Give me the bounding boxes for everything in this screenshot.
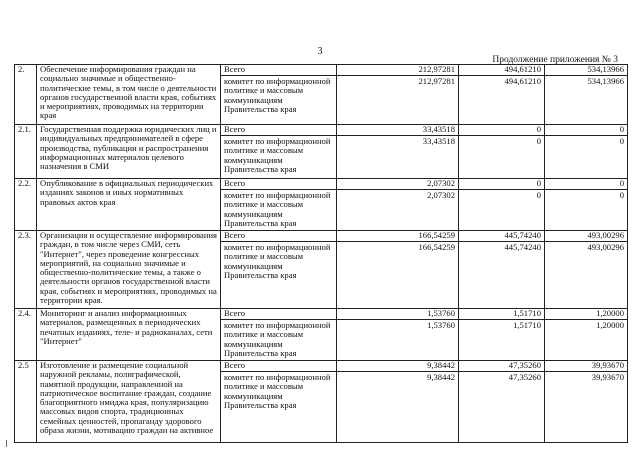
funding-source-cell bbox=[221, 125, 337, 179]
table-row bbox=[15, 125, 628, 179]
total-value: 534,13966 bbox=[545, 65, 627, 76]
agency-value: 212,97281 bbox=[418, 76, 455, 86]
source-total-label: Всего bbox=[221, 65, 336, 76]
row-number: 2.3. bbox=[15, 231, 37, 309]
agency-value: 494,61210 bbox=[504, 76, 541, 86]
agency-value: 33,43518 bbox=[422, 136, 455, 146]
source-total-label: Всего bbox=[221, 231, 336, 242]
table-row bbox=[15, 179, 628, 231]
value-year-2-cell bbox=[459, 125, 545, 179]
agency-value: 1,51710 bbox=[513, 320, 541, 330]
appendix-continuation-note: Продолжение приложения № 3 bbox=[492, 55, 618, 65]
agency-value: 445,74240 bbox=[504, 242, 541, 252]
agency-value: 47,35260 bbox=[508, 372, 541, 382]
total-value: 493,00296 bbox=[545, 231, 627, 242]
source-total-label: Всего bbox=[221, 309, 336, 320]
agency-value: 2,07302 bbox=[427, 190, 455, 200]
total-value: 33,43518 bbox=[337, 125, 458, 136]
table-row bbox=[15, 65, 628, 125]
agency-value: 1,53760 bbox=[427, 320, 455, 330]
value-year-1-cell bbox=[337, 309, 459, 361]
total-value: 0 bbox=[545, 125, 627, 136]
agency-value: 39,93670 bbox=[591, 372, 624, 382]
total-value: 445,74240 bbox=[459, 231, 544, 242]
value-year-1-cell bbox=[337, 179, 459, 231]
funding-source-cell bbox=[221, 231, 337, 309]
row-description: Обеспечение информирования граждан на социально значимые и общественно-политические темы, в том числе о деятельности органов государственной власти края, событиях и мероприятиях, проводимых на территории края bbox=[37, 65, 221, 125]
total-value: 1,53760 bbox=[337, 309, 458, 320]
table-row bbox=[15, 361, 628, 443]
row-number: 2.4. bbox=[15, 309, 37, 361]
value-year-1-cell bbox=[337, 65, 459, 125]
row-description: Организация и осуществление информирования граждан, в том числе через СМИ, сеть "Интернет", через проведение конгрессных мероприятий, на социально значимые и общественно-политические темы, а также о деятельности органов государственной власти края, событиях и мероприятиях, проводимых на территории края. bbox=[37, 231, 221, 309]
source-agency-label: комитет по информационной политике и массовым коммуникациям Правительства края bbox=[224, 136, 331, 174]
value-year-3-cell bbox=[545, 309, 628, 361]
value-year-3-cell bbox=[545, 65, 628, 125]
agency-value: 493,00296 bbox=[587, 242, 624, 252]
total-value: 1,51710 bbox=[459, 309, 544, 320]
value-year-3-cell bbox=[545, 231, 628, 309]
row-number: 2. bbox=[15, 65, 37, 125]
total-value: 166,54259 bbox=[337, 231, 458, 242]
value-year-2-cell bbox=[459, 179, 545, 231]
table-row bbox=[15, 309, 628, 361]
total-value: 47,35260 bbox=[459, 361, 544, 372]
row-number: 2.5 bbox=[15, 361, 37, 443]
source-agency-label: комитет по информационной политике и массовым коммуникациям Правительства края bbox=[224, 190, 331, 228]
total-value: 0 bbox=[459, 125, 544, 136]
table-row bbox=[15, 231, 628, 309]
total-value: 0 bbox=[459, 179, 544, 190]
total-value: 494,61210 bbox=[459, 65, 544, 76]
row-description: Мониторинг и анализ информационных материалов, размещенных в периодических печатных изданиях, теле- и радиоканалах, сети "Интернет" bbox=[37, 309, 221, 361]
funding-source-cell bbox=[221, 179, 337, 231]
value-year-2-cell bbox=[459, 65, 545, 125]
row-description: Опубликование в официальных периодических изданиях законов и иных нормативных правовых актов края bbox=[37, 179, 221, 231]
total-value: 39,93670 bbox=[545, 361, 627, 372]
funding-source-cell bbox=[221, 65, 337, 125]
agency-value: 166,54259 bbox=[418, 242, 455, 252]
source-total-label: Всего bbox=[221, 125, 336, 136]
funding-source-cell bbox=[221, 309, 337, 361]
value-year-1-cell bbox=[337, 125, 459, 179]
source-agency-label: комитет по информационной политике и массовым коммуникациям Правительства края bbox=[224, 242, 331, 280]
row-description: Изготовление и размещение социальной наружной рекламы, полиграфической, памятной продукции, направленной на патриотическое воспитание граждан, создание благоприятного имиджа края, популяризацию массовых видов спорта, традиционных семейных ценностей, пропаганду здорового образа жизни, мотивацию граждан на активное bbox=[37, 361, 221, 443]
row-description: Государственная поддержка юридических лиц и индивидуальных предпринимателей в сфере производства, публикации и распространения информационных материалов целевого назначения в СМИ bbox=[37, 125, 221, 179]
total-value: 0 bbox=[545, 179, 627, 190]
value-year-3-cell bbox=[545, 361, 628, 443]
total-value: 9,38442 bbox=[337, 361, 458, 372]
agency-value: 9,38442 bbox=[427, 372, 455, 382]
source-agency-label: комитет по информационной политике и массовым коммуникациям Правительства края bbox=[224, 372, 331, 410]
agency-value: 1,20000 bbox=[596, 320, 624, 330]
source-total-label: Всего bbox=[221, 179, 336, 190]
funding-source-cell bbox=[221, 361, 337, 443]
value-year-2-cell bbox=[459, 309, 545, 361]
source-agency-label: комитет по информационной политике и массовым коммуникациям Правительства края bbox=[224, 320, 331, 358]
value-year-3-cell bbox=[545, 125, 628, 179]
agency-value: 0 bbox=[536, 136, 541, 146]
agency-value: 0 bbox=[536, 190, 541, 200]
row-number: 2.1. bbox=[15, 125, 37, 179]
row-number: 2.2. bbox=[15, 179, 37, 231]
budget-table bbox=[14, 64, 628, 443]
value-year-1-cell bbox=[337, 361, 459, 443]
value-year-2-cell bbox=[459, 361, 545, 443]
source-total-label: Всего bbox=[221, 361, 336, 372]
total-value: 2,07302 bbox=[337, 179, 458, 190]
value-year-2-cell bbox=[459, 231, 545, 309]
value-year-1-cell bbox=[337, 231, 459, 309]
scan-margin-mark bbox=[6, 440, 7, 447]
agency-value: 0 bbox=[619, 136, 624, 146]
agency-value: 534,13966 bbox=[587, 76, 624, 86]
value-year-3-cell bbox=[545, 179, 628, 231]
page-number: 3 bbox=[317, 46, 323, 57]
total-value: 1,20000 bbox=[545, 309, 627, 320]
agency-value: 0 bbox=[619, 190, 624, 200]
source-agency-label: комитет по информационной политике и массовым коммуникациям Правительства края bbox=[224, 76, 331, 114]
total-value: 212,97281 bbox=[337, 65, 458, 76]
